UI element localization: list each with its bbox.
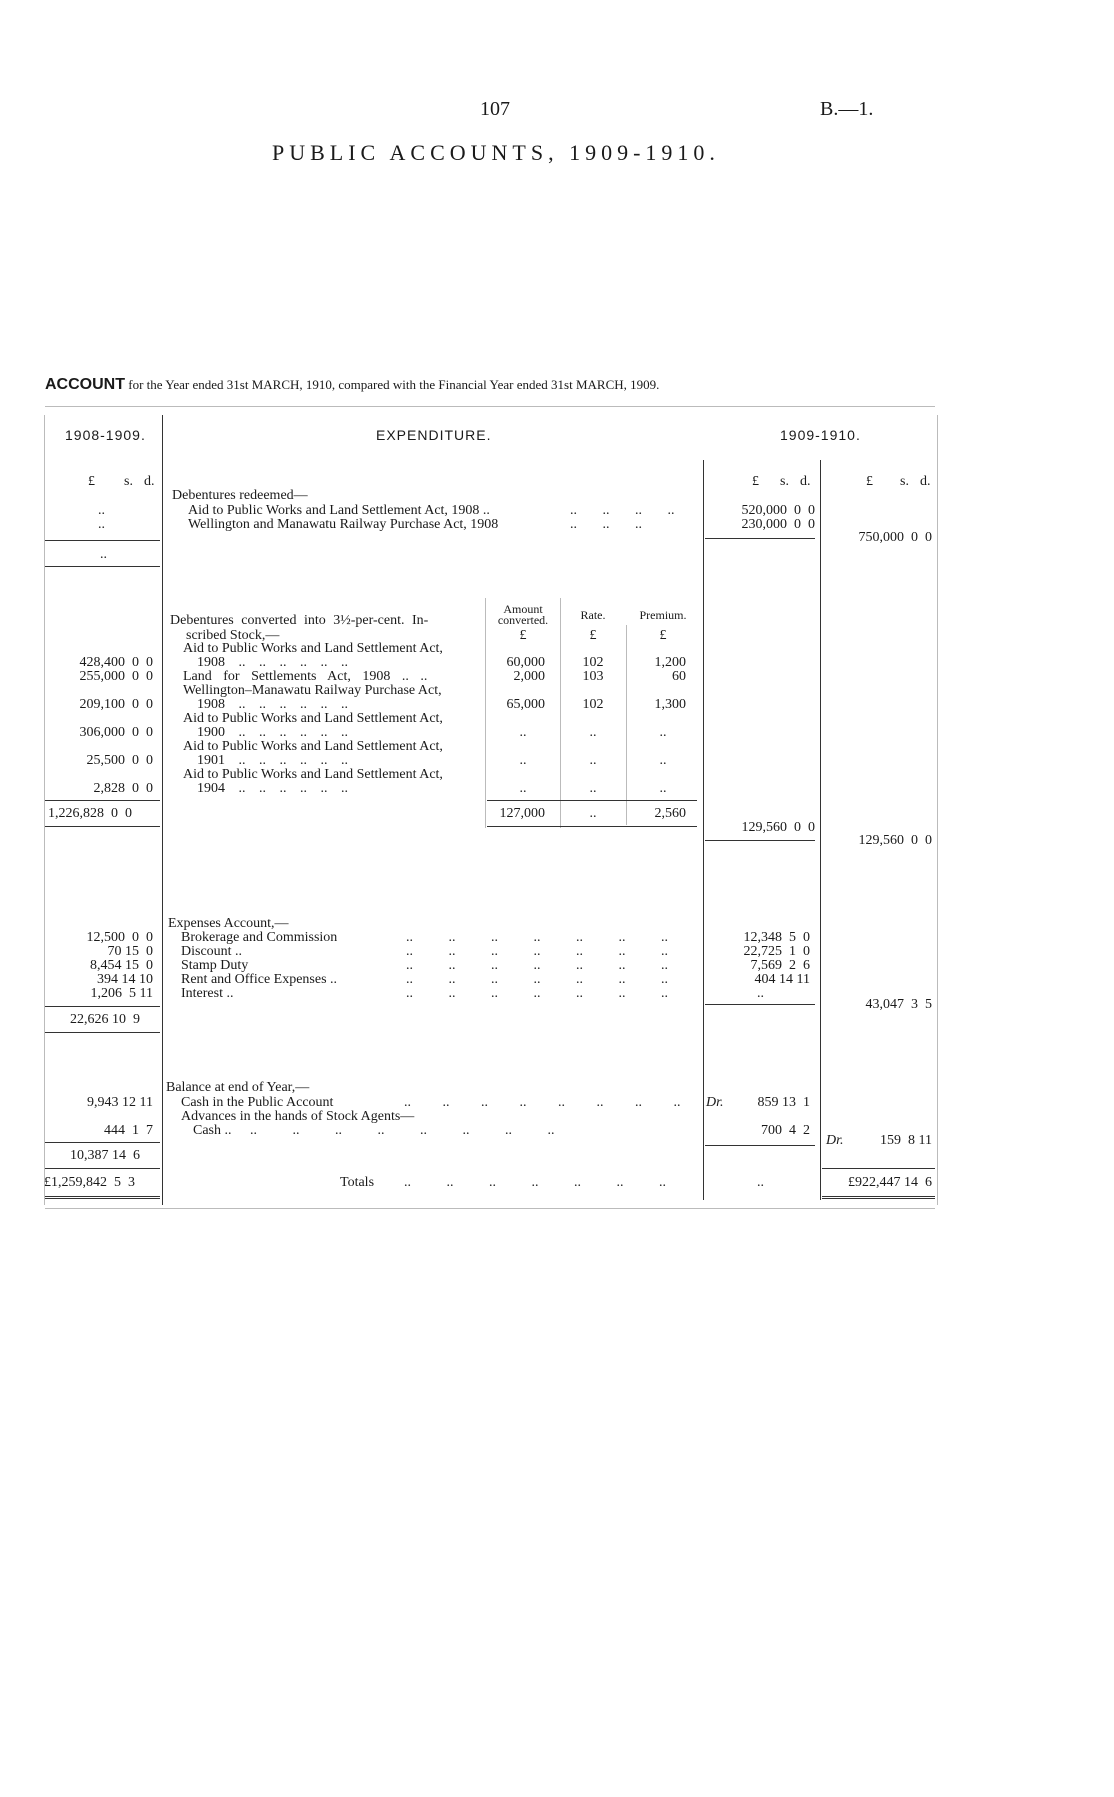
col-amount-converted-1: Amount bbox=[503, 602, 543, 616]
redeemed-rule-prev-bottom bbox=[45, 566, 160, 567]
converted-row-1-premium: 1,200 bbox=[654, 655, 686, 670]
converted-rate-total: .. bbox=[589, 806, 597, 821]
col-amount-converted-2: converted. bbox=[497, 613, 549, 627]
page-number: 107 bbox=[480, 98, 510, 120]
expense-row-4-amount: 404 14 11 bbox=[754, 972, 810, 987]
converted-row-4-line2: 1900 .. .. .. .. .. .. bbox=[197, 725, 348, 740]
balance-advances-amount: 700 4 2 bbox=[761, 1123, 810, 1138]
totals-double-rule-prev bbox=[45, 1196, 160, 1199]
converted-prev-total: 1,226,828 0 0 bbox=[48, 806, 132, 821]
top-rule bbox=[45, 406, 935, 407]
converted-row-6-rate: .. bbox=[589, 781, 597, 796]
expenses-rule-amount bbox=[705, 1004, 815, 1005]
totals-prev: £1,259,842 5 3 bbox=[44, 1175, 135, 1190]
redeemed-row-2-prev: .. bbox=[98, 517, 105, 532]
expense-row-5-prev: 1,206 5 11 bbox=[90, 986, 153, 1001]
redeemed-row-1-dots: .. .. .. .. bbox=[570, 503, 675, 518]
amount-pound-unit: £ bbox=[752, 474, 759, 489]
converted-heading-1: Debentures converted into 3½-per-cent. In- bbox=[170, 613, 429, 628]
converted-row-6-line1: Aid to Public Works and Land Settlement Act, bbox=[183, 767, 443, 782]
redeemed-row-2-amount: 230,000 0 0 bbox=[741, 517, 815, 532]
debentures-redeemed-heading: Debentures redeemed— bbox=[172, 488, 308, 503]
converted-row-3-prev: 209,100 0 0 bbox=[79, 697, 153, 712]
total-d-unit: d. bbox=[920, 474, 931, 489]
converted-row-2-line2: Land for Settlements Act, 1908 .. .. bbox=[183, 669, 428, 684]
redeemed-row-1-label: Aid to Public Works and Land Settlement Act, 1908 .. bbox=[188, 503, 490, 518]
converted-row-4-premium: .. bbox=[659, 725, 667, 740]
col-divider-conv-rate bbox=[560, 598, 561, 828]
balance-total-dr: Dr. bbox=[826, 1133, 844, 1148]
expense-row-1-prev: 12,500 0 0 bbox=[86, 930, 153, 945]
expense-row-1-amount: 12,348 5 0 bbox=[743, 930, 810, 945]
expense-row-5-amount: .. bbox=[757, 986, 764, 1001]
totals-double-rule-curr bbox=[822, 1196, 935, 1199]
converted-row-1-rate: 102 bbox=[582, 655, 604, 670]
col-divider-amount bbox=[703, 460, 704, 1200]
converted-row-3-rate: 102 bbox=[582, 697, 604, 712]
col-divider-conv-amount bbox=[485, 598, 486, 828]
converted-row-4-amount: .. bbox=[519, 725, 527, 740]
page-ref: B.—1. bbox=[820, 98, 874, 120]
converted-row-3-line1: Wellington–Manawatu Railway Purchase Act, bbox=[183, 683, 442, 698]
header-prev-year: 1908-1909. bbox=[65, 427, 146, 443]
col-rate: Rate. bbox=[580, 608, 606, 622]
converted-row-3-premium: 1,300 bbox=[654, 697, 686, 712]
bottom-rule bbox=[45, 1208, 935, 1209]
balance-heading: Balance at end of Year,— bbox=[166, 1080, 310, 1095]
expenses-rule-prev-bottom bbox=[45, 1032, 160, 1033]
converted-row-5-rate: .. bbox=[589, 753, 597, 768]
converted-rule-cols bbox=[487, 800, 697, 801]
account-heading bbox=[45, 376, 659, 394]
converted-row-5-prev: 25,500 0 0 bbox=[86, 753, 153, 768]
balance-rule-prev bbox=[45, 1142, 160, 1143]
balance-rule-amount bbox=[705, 1145, 815, 1146]
expense-row-3-prev: 8,454 15 0 bbox=[90, 958, 153, 973]
account-heading-text: for the Year ended 31st MARCH, 1910, compared with the Financial Year ended 31st MARCH, 1909. bbox=[128, 377, 660, 392]
converted-rule-prev bbox=[45, 800, 160, 801]
expense-row-4-prev: 394 14 10 bbox=[97, 972, 153, 987]
redeemed-row-1-prev: .. bbox=[98, 503, 105, 518]
col-divider-conv-premium bbox=[626, 625, 627, 825]
converted-row-2-amount: 2,000 bbox=[513, 669, 545, 684]
converted-row-1-prev: 428,400 0 0 bbox=[79, 655, 153, 670]
col-rate-unit: £ bbox=[589, 628, 597, 643]
total-pound-unit: £ bbox=[866, 474, 873, 489]
expenses-rule-prev bbox=[45, 1006, 160, 1007]
totals-rule-curr bbox=[822, 1168, 935, 1169]
converted-row-5-line2: 1901 .. .. .. .. .. .. bbox=[197, 753, 348, 768]
prev-pound-unit: £ bbox=[88, 474, 95, 489]
balance-advances-label: Advances in the hands of Stock Agents— bbox=[181, 1109, 415, 1124]
totals-mid: .. bbox=[757, 1175, 764, 1190]
converted-row-5-premium: .. bbox=[659, 753, 667, 768]
converted-row-6-premium: .. bbox=[659, 781, 667, 796]
amount-d-unit: d. bbox=[800, 474, 811, 489]
totals-curr: £922,447 14 6 bbox=[848, 1175, 932, 1190]
converted-row-1-line1: Aid to Public Works and Land Settlement Act, bbox=[183, 641, 443, 656]
expense-row-5-label: Interest .. bbox=[181, 986, 234, 1001]
redeemed-rule-prev bbox=[45, 540, 160, 541]
balance-cash-amount: 859 13 1 bbox=[757, 1095, 810, 1110]
redeemed-row-2-dots: .. .. .. bbox=[570, 517, 642, 532]
balance-advances-prev: 444 1 7 bbox=[104, 1123, 153, 1138]
header-curr-year: 1909-1910. bbox=[780, 427, 861, 443]
expense-row-1-dots: .. .. .. .. .. .. .. bbox=[406, 930, 668, 945]
converted-row-2-premium: 60 bbox=[672, 669, 686, 684]
balance-total: 159 8 11 bbox=[880, 1133, 932, 1148]
expense-row-3-amount: 7,569 2 6 bbox=[750, 958, 810, 973]
page-title: PUBLIC ACCOUNTS, 1909-1910. bbox=[272, 140, 720, 165]
prev-s-unit: s. bbox=[124, 474, 133, 489]
balance-cash-dr: Dr. bbox=[706, 1095, 724, 1110]
col-divider-prev bbox=[162, 415, 163, 1205]
converted-total: 129,560 0 0 bbox=[858, 833, 932, 848]
expense-row-4-dots: .. .. .. .. .. .. .. bbox=[406, 972, 668, 987]
converted-row-4-prev: 306,000 0 0 bbox=[79, 725, 153, 740]
converted-row-1-amount: 60,000 bbox=[506, 655, 545, 670]
expense-row-2-amount: 22,725 1 0 bbox=[743, 944, 810, 959]
converted-row-6-amount: .. bbox=[519, 781, 527, 796]
col-premium: Premium. bbox=[639, 608, 687, 622]
expenses-prev-total: 22,626 10 9 bbox=[70, 1012, 140, 1027]
expense-row-2-label: Discount .. bbox=[181, 944, 243, 959]
header-expenditure: EXPENDITURE. bbox=[376, 427, 492, 443]
converted-row-2-rate: 103 bbox=[582, 669, 604, 684]
expense-row-4-label: Rent and Office Expenses .. bbox=[181, 972, 338, 987]
expenses-total: 43,047 3 5 bbox=[865, 997, 932, 1012]
converted-row-3-line2: 1908 .. .. .. .. .. .. bbox=[197, 697, 348, 712]
converted-row-5-amount: .. bbox=[519, 753, 527, 768]
redeemed-total: 750,000 0 0 bbox=[858, 530, 932, 545]
converted-row-4-line1: Aid to Public Works and Land Settlement Act, bbox=[183, 711, 443, 726]
balance-advances-dots: .. .. .. .. .. .. .. .. bbox=[250, 1123, 555, 1138]
col-premium-unit: £ bbox=[659, 628, 667, 643]
totals-rule-prev bbox=[45, 1168, 160, 1169]
account-heading-bold: ACCOUNT bbox=[45, 376, 125, 393]
expense-row-2-prev: 70 15 0 bbox=[107, 944, 153, 959]
prev-d-unit: d. bbox=[144, 474, 155, 489]
expenses-heading: Expenses Account,— bbox=[168, 916, 289, 931]
balance-advances-cash: Cash .. bbox=[193, 1123, 232, 1138]
converted-rule-cols-bottom bbox=[487, 826, 697, 827]
converted-amount-total: 127,000 bbox=[499, 806, 545, 821]
col-divider-right bbox=[937, 415, 938, 1205]
converted-premium-total: 2,560 bbox=[654, 806, 686, 821]
balance-prev-total: 10,387 14 6 bbox=[70, 1148, 140, 1163]
converted-row-5-line1: Aid to Public Works and Land Settlement Act, bbox=[183, 739, 443, 754]
converted-row-3-amount: 65,000 bbox=[506, 697, 545, 712]
converted-row-6-prev: 2,828 0 0 bbox=[93, 781, 153, 796]
converted-rule-amount bbox=[705, 840, 815, 841]
expense-row-3-label: Stamp Duty bbox=[181, 958, 249, 973]
balance-cash-label: Cash in the Public Account bbox=[181, 1095, 334, 1110]
totals-dots: .. .. .. .. .. .. .. bbox=[404, 1175, 666, 1190]
redeemed-rule-amount bbox=[705, 538, 815, 539]
redeemed-prev-total: .. bbox=[100, 547, 107, 562]
col-amount-unit: £ bbox=[519, 628, 527, 643]
expense-row-5-dots: .. .. .. .. .. .. .. bbox=[406, 986, 668, 1001]
redeemed-row-2-label: Wellington and Manawatu Railway Purchase Act, 1908 bbox=[188, 517, 499, 532]
expense-row-3-dots: .. .. .. .. .. .. .. bbox=[406, 958, 668, 973]
converted-rule-prev-bottom bbox=[45, 826, 160, 827]
redeemed-row-1-amount: 520,000 0 0 bbox=[741, 503, 815, 518]
converted-row-2-prev: 255,000 0 0 bbox=[79, 669, 153, 684]
expense-row-2-dots: .. .. .. .. .. .. .. bbox=[406, 944, 668, 959]
balance-cash-dots: .. .. .. .. .. .. .. .. bbox=[404, 1095, 681, 1110]
expense-row-1-label: Brokerage and Commission bbox=[181, 930, 338, 945]
col-divider-total bbox=[820, 460, 821, 1200]
amount-s-unit: s. bbox=[780, 474, 789, 489]
col-divider-left bbox=[44, 415, 45, 1205]
balance-cash-prev: 9,943 12 11 bbox=[87, 1095, 153, 1110]
converted-sub-total: 129,560 0 0 bbox=[741, 820, 815, 835]
converted-heading-2: scribed Stock,— bbox=[186, 628, 280, 643]
total-s-unit: s. bbox=[900, 474, 909, 489]
converted-row-6-line2: 1904 .. .. .. .. .. .. bbox=[197, 781, 348, 796]
converted-row-4-rate: .. bbox=[589, 725, 597, 740]
converted-row-1-line2: 1908 .. .. .. .. .. .. bbox=[197, 655, 348, 670]
totals-label: Totals bbox=[340, 1175, 375, 1190]
